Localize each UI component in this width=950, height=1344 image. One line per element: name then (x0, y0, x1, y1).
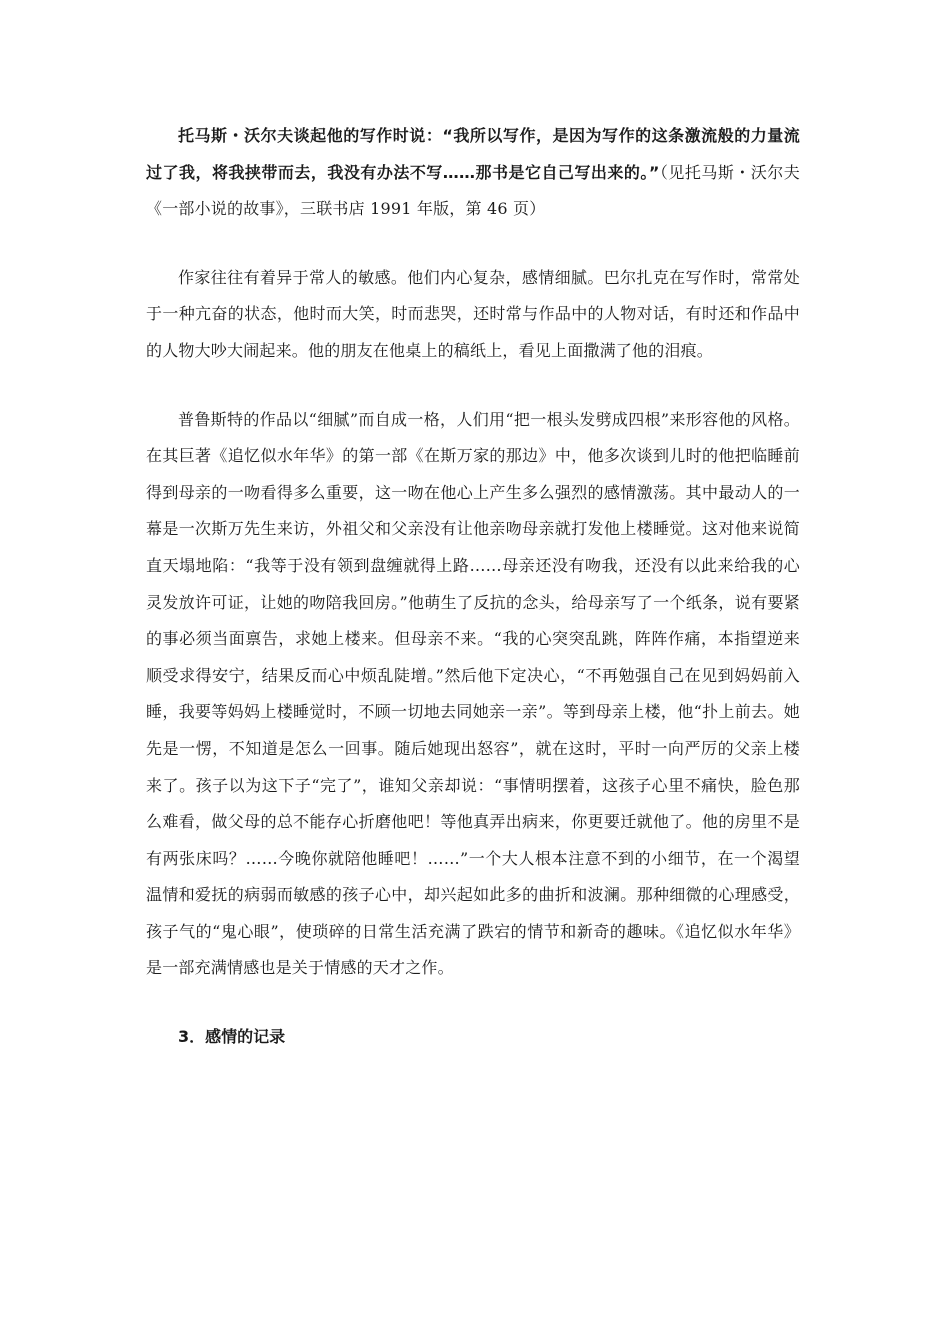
document-page (146, 118, 800, 1055)
section-heading: 3．感情的记录 (178, 1027, 286, 1047)
wolfe-quote-text: 托马斯・沃尔夫谈起他的写作时说：“我所以写作，是因为写作的这条激流般的力量流过了我，将我挟带而去，我没有办法不写……那书是它自己写出来的。” (146, 126, 800, 182)
paragraph-proust: 普鲁斯特的作品以“细腻”而自成一格，人们用“把一根头发劈成四根”来形容他的风格。在其巨著《追忆似水年华》的第一部《在斯万家的那边》中，他多次谈到儿时的他把临睡前得到母亲的一吻看得多么重要，这一吻在他心上产生多么强烈的感情激荡。其中最动人的一幕是一次斯万先生来访，外祖父和父亲没有让他亲吻母亲就打发他上楼睡觉。这对他来说简直天塌地陷：“我等于没有领到盘缠就得上路……母亲还没有吻我，还没有以此来给我的心灵发放许可证，让她的吻陪我回房。”他萌生了反抗的念头，给母亲写了一个纸条，说有要紧的事必须当面禀告，求她上楼来。但母亲不来。“我的心突突乱跳，阵阵作痛，本指望逆来顺受求得安宁，结果反而心中烦乱陡增。”然后他下定决心，“不再勉强自己在见到妈妈前入睡，我要等妈妈上楼睡觉时，不顾一切地去同她亲一亲”。等到母亲上楼，他“扑上前去。她先是一愣，不知道是怎么一回事。随后她现出怒容”，就在这时，平时一向严厉的父亲上楼来了。孩子以为这下子“完了”，谁知父亲却说：“事情明摆着，这孩子心里不痛快，脸色那么难看，做父母的总不能存心折磨他吧！等他真弄出病来，你更要迁就他了。他的房里不是有两张床吗？……今晚你就陪他睡吧！……”一个大人根本注意不到的小细节，在一个渴望温情和爱抚的病弱而敏感的孩子心中，却兴起如此多的曲折和波澜。那种细微的心理感受，孩子气的“鬼心眼”，使琐碎的日常生活充满了跌宕的情节和新奇的趣味。《追忆似水年华》是一部充满情感也是关于情感的天才之作。 (146, 409, 800, 978)
wolfe-citation-text: （见托马斯・沃尔夫《一部小说的故事》，三联书店 1991 年版，第 46 页） (146, 162, 800, 219)
paragraph-thomas-wolfe-quote (146, 118, 800, 228)
paragraph-balzac: 作家往往有着异于常人的敏感。他们内心复杂，感情细腻。巴尔扎克在写作时，常常处于一种亢奋的状态，他时而大笑，时而悲哭，还时常与作品中的人物对话，有时还和作品中的人物大吵大闹起来。他的朋友在他桌上的稿纸上，看见上面撒满了他的泪痕。 (146, 267, 800, 360)
